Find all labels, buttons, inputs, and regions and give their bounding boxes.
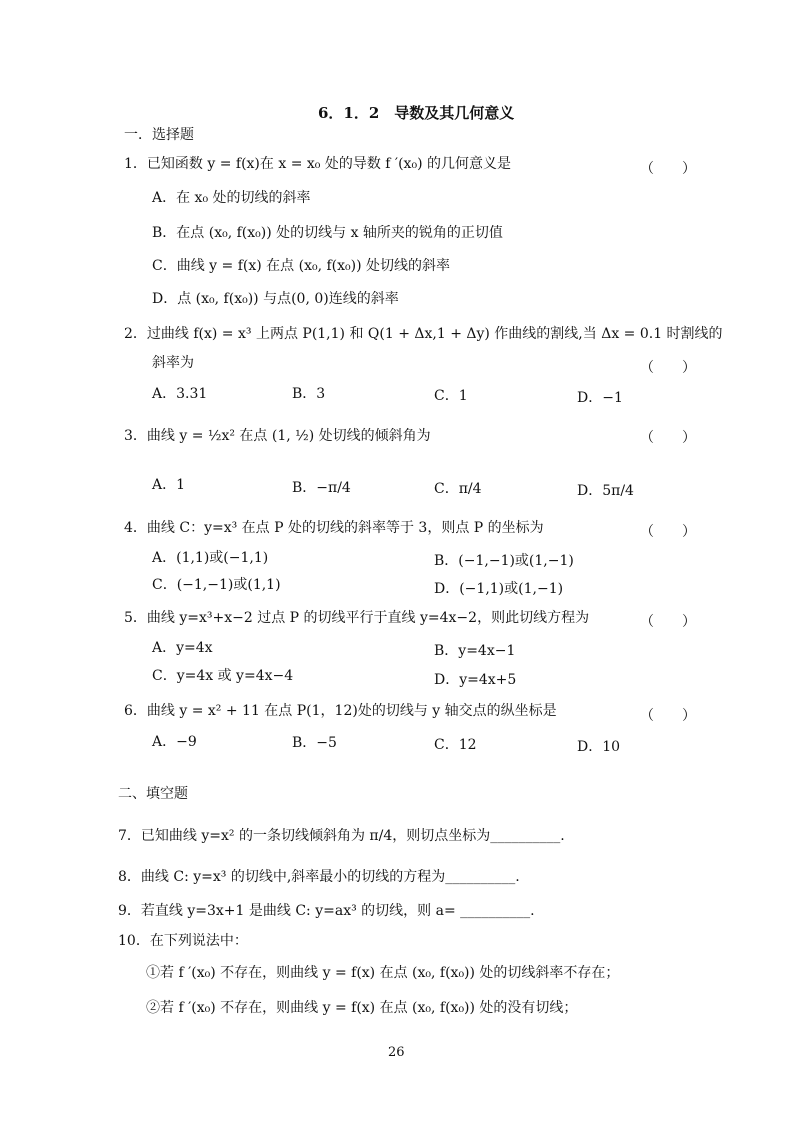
answer-paren-5: （ ） <box>640 614 696 630</box>
question-3: 3．曲线 y = ½x² 在点 (1, ½) 处切线的倾斜角为 <box>124 428 431 444</box>
answer-paren-4: （ ） <box>640 524 696 540</box>
q2-option-b: B．3 <box>292 386 326 402</box>
question-6: 6．曲线 y = x² + 11 在点 P(1，12)处的切线与 y 轴交点的纵坐标是 <box>124 703 557 719</box>
q1-option-a: A．在 x₀ 处的切线的斜率 <box>152 190 311 206</box>
question-1: 1．已知函数 y = f(x)在 x = x₀ 处的导数 f ′(x₀) 的几何意义是 <box>124 156 511 172</box>
section-heading-choice: 一．选择题 <box>124 127 194 143</box>
q1-option-b: B．在点 (x₀, f(x₀)) 处的切线与 x 轴所夹的锐角的正切值 <box>152 225 503 241</box>
section-heading-fill: 二、填空题 <box>118 786 188 802</box>
q1-option-d: D．点 (x₀, f(x₀)) 与点(0, 0)连线的斜率 <box>152 291 399 307</box>
answer-paren-3: （ ） <box>640 430 696 446</box>
q5-option-d: D．y=4x+5 <box>434 672 517 688</box>
question-5: 5．曲线 y=x³+x−2 过点 P 的切线平行于直线 y=4x−2，则此切线方程为 <box>124 610 590 626</box>
q2-option-a: A．3.31 <box>152 386 208 402</box>
q3-option-a: A．1 <box>152 477 186 493</box>
q4-option-a: A．(1,1)或(−1,1) <box>152 550 269 566</box>
question-7: 7．已知曲线 y=x² 的一条切线倾斜角为 π/4，则切点坐标为__________. <box>118 828 565 844</box>
q2-option-d: D．−1 <box>577 390 623 406</box>
question-10: 10．在下列说法中： <box>118 933 248 949</box>
q5-option-a: A．y=4x <box>152 640 213 656</box>
q10-statement-2: ②若 f ′(x₀) 不存在，则曲线 y = f(x) 在点 (x₀, f(x₀)) 处的没有切线； <box>146 1000 578 1016</box>
question-2: 2．过曲线 f(x) = x³ 上两点 P(1,1) 和 Q(1 + Δx,1 + Δy) 作曲线的割线,当 Δx = 0.1 时割线的 <box>124 326 723 342</box>
answer-paren-1: （ ） <box>640 161 696 177</box>
question-9: 9．若直线 y=3x+1 是曲线 C: y=ax³ 的切线，则 a= __________. <box>118 903 535 919</box>
q6-option-a: A．−9 <box>152 734 197 750</box>
page-number: 26 <box>388 1045 405 1060</box>
q6-option-b: B．−5 <box>292 735 337 751</box>
q3-option-c: C．π/4 <box>434 481 482 497</box>
q4-option-d: D．(−1,1)或(1,−1) <box>434 581 564 597</box>
q4-option-b: B．(−1,−1)或(1,−1) <box>434 553 574 569</box>
q6-option-d: D．10 <box>577 739 621 755</box>
q1-option-c: C．曲线 y = f(x) 在点 (x₀, f(x₀)) 处切线的斜率 <box>152 258 450 274</box>
answer-paren-2: （ ） <box>640 360 696 376</box>
q3-option-b: B．−π/4 <box>292 480 351 496</box>
q10-statement-1: ①若 f ′(x₀) 不存在，则曲线 y = f(x) 在点 (x₀, f(x₀)) 处的切线斜率不存在； <box>146 965 620 981</box>
q3-option-d: D．5π/4 <box>577 483 634 499</box>
q4-option-c: C．(−1,−1)或(1,1) <box>152 577 281 593</box>
question-4: 4．曲线 C：y=x³ 在点 P 处的切线的斜率等于 3，则点 P 的坐标为 <box>124 520 544 536</box>
q5-option-b: B．y=4x−1 <box>434 643 516 659</box>
question-8: 8．曲线 C: y=x³ 的切线中,斜率最小的切线的方程为__________. <box>118 869 520 885</box>
question-2-line2: 斜率为 <box>152 355 194 371</box>
answer-paren-6: （ ） <box>640 708 696 724</box>
page-title: 6．1．2 导数及其几何意义 <box>318 104 515 122</box>
q6-option-c: C．12 <box>434 737 477 753</box>
q5-option-c: C．y=4x 或 y=4x−4 <box>152 668 294 684</box>
q2-option-c: C．1 <box>434 388 468 404</box>
